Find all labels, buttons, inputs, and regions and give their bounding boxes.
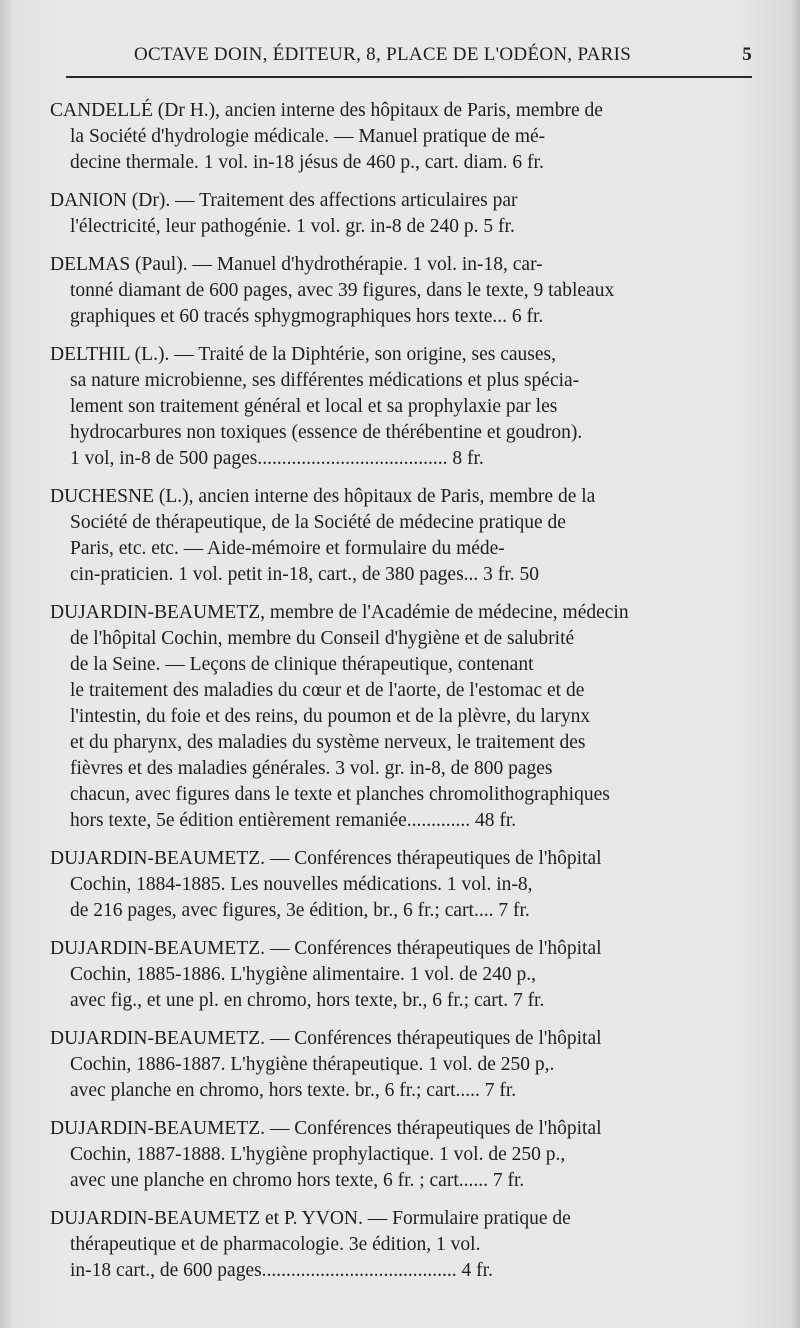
entry-heading-line: DUJARDIN-BEAUMETZ et P. YVON. — Formulaire pratique de xyxy=(50,1208,571,1229)
entry-heading-line: DUJARDIN-BEAUMETZ. — Conférences thérapeutiques de l'hôpital xyxy=(50,848,602,869)
entry-text-line: avec fig., et une pl. en chromo, hors texte, br., 6 fr.; cart. 7 fr. xyxy=(70,990,545,1011)
entry-heading-line: DELMAS (Paul). — Manuel d'hydrothérapie. 1 vol. in-18, car- xyxy=(50,254,543,275)
page-number: 5 xyxy=(742,44,752,65)
entry-text-line: avec une planche en chromo hors texte, 6 fr. ; cart...... 7 fr. xyxy=(70,1170,525,1191)
entry-text-line: lement son traitement général et local et sa prophylaxie par les xyxy=(70,396,558,417)
entry-text-line: Cochin, 1887-1888. L'hygiène prophylactique. 1 vol. de 250 p., xyxy=(70,1144,566,1165)
entry-text-line: la Société d'hydrologie médicale. — Manuel pratique de mé- xyxy=(70,126,546,147)
entry-text-line: hydrocarbures non toxiques (essence de thérébentine et goudron). xyxy=(70,422,583,443)
entry-text-line: Cochin, 1886-1887. L'hygiène thérapeutique. 1 vol. de 250 p,. xyxy=(70,1054,555,1075)
entry-heading-line: DUCHESNE (L.), ancien interne des hôpitaux de Paris, membre de la xyxy=(50,486,596,507)
catalog-entry xyxy=(50,600,762,834)
page-header xyxy=(64,38,752,72)
entry-text-line: in-18 cart., de 600 pages........................................ 4 fr. xyxy=(70,1260,493,1281)
catalog-entry xyxy=(50,252,762,330)
entry-text-line: hors texte, 5e édition entièrement remaniée............. 48 fr. xyxy=(70,810,517,831)
entry-heading-line: DUJARDIN-BEAUMETZ. — Conférences thérapeutiques de l'hôpital xyxy=(50,1118,602,1139)
entry-text-line: Cochin, 1885-1886. L'hygiène alimentaire. 1 vol. de 240 p., xyxy=(70,964,537,985)
catalog-entry xyxy=(50,188,762,240)
entry-heading-line: DUJARDIN-BEAUMETZ, membre de l'Académie de médecine, médecin xyxy=(50,602,629,623)
catalog-entry xyxy=(50,98,762,176)
entry-text-line: tonné diamant de 600 pages, avec 39 figures, dans le texte, 9 tableaux xyxy=(70,280,615,301)
entry-text-line: thérapeutique et de pharmacologie. 3e édition, 1 vol. xyxy=(70,1234,481,1255)
entry-text-line: avec planche en chromo, hors texte. br., 6 fr.; cart..... 7 fr. xyxy=(70,1080,517,1101)
entry-text-line: graphiques et 60 tracés sphygmographiques hors texte... 6 fr. xyxy=(70,306,544,327)
entry-text-line: le traitement des maladies du cœur et de l'aorte, de l'estomac et de xyxy=(70,680,585,701)
entry-text-line: de l'hôpital Cochin, membre du Conseil d'hygiène et de salubrité xyxy=(70,628,575,649)
catalog-entry xyxy=(50,1206,762,1284)
entry-text-line: l'intestin, du foie et des reins, du poumon et de la plèvre, du larynx xyxy=(70,706,591,727)
entry-text-line: Société de thérapeutique, de la Société de médecine pratique de xyxy=(70,512,566,533)
catalog-entry xyxy=(50,1026,762,1104)
entry-text-line: decine thermale. 1 vol. in-18 jésus de 460 p., cart. diam. 6 fr. xyxy=(70,152,544,173)
entry-text-line: chacun, avec figures dans le texte et planches chromolithographiques xyxy=(70,784,610,805)
catalog-entries xyxy=(50,98,762,1296)
entry-text-line: de 216 pages, avec figures, 3e édition, br., 6 fr.; cart.... 7 fr. xyxy=(70,900,530,921)
header-rule xyxy=(66,76,752,78)
catalog-entry xyxy=(50,846,762,924)
entry-text-line: Cochin, 1884-1885. Les nouvelles médications. 1 vol. in-8, xyxy=(70,874,533,895)
entry-heading-line: DUJARDIN-BEAUMETZ. — Conférences thérapeutiques de l'hôpital xyxy=(50,938,602,959)
entry-text-line: de la Seine. — Leçons de clinique thérapeutique, contenant xyxy=(70,654,534,675)
running-title: OCTAVE DOIN, ÉDITEUR, 8, PLACE DE L'ODÉON, PARIS xyxy=(134,44,632,65)
entry-heading-line: DUJARDIN-BEAUMETZ. — Conférences thérapeutiques de l'hôpital xyxy=(50,1028,602,1049)
entry-text-line: sa nature microbienne, ses différentes médications et plus spécia- xyxy=(70,370,580,391)
entry-text-line: l'électricité, leur pathogénie. 1 vol. gr. in-8 de 240 p. 5 fr. xyxy=(70,216,515,237)
entry-heading-line: CANDELLÉ (Dr H.), ancien interne des hôpitaux de Paris, membre de xyxy=(50,100,603,121)
catalog-entry xyxy=(50,936,762,1014)
entry-heading-line: DANION (Dr). — Traitement des affections articulaires par xyxy=(50,190,518,211)
entry-text-line: cin-praticien. 1 vol. petit in-18, cart., de 380 pages... 3 fr. 50 xyxy=(70,564,539,585)
entry-heading-line: DELTHIL (L.). — Traité de la Diphtérie, son origine, ses causes, xyxy=(50,344,556,365)
entry-text-line: Paris, etc. etc. — Aide-mémoire et formulaire du méde- xyxy=(70,538,505,559)
entry-text-line: fièvres et des maladies générales. 3 vol. gr. in-8, de 800 pages xyxy=(70,758,553,779)
entry-text-line: et du pharynx, des maladies du système nerveux, le traitement des xyxy=(70,732,586,753)
catalog-entry xyxy=(50,484,762,588)
catalog-entry xyxy=(50,342,762,472)
catalog-entry xyxy=(50,1116,762,1194)
entry-text-line: 1 vol, in-8 de 500 pages....................................... 8 fr. xyxy=(70,448,484,469)
